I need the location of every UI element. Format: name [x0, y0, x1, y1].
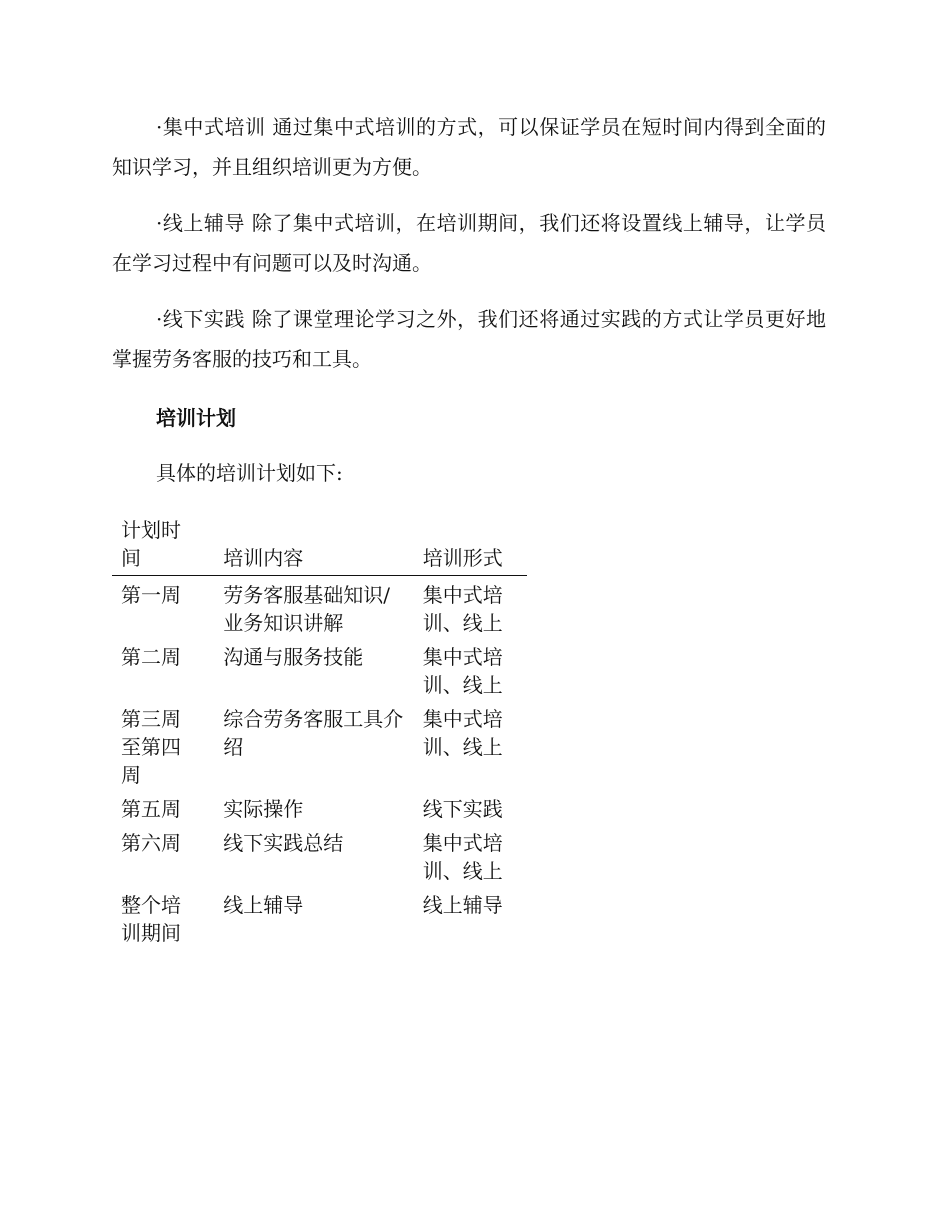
table-header-row [112, 512, 527, 576]
table-row [112, 888, 527, 950]
cell-content: 实际操作 [223, 797, 304, 821]
cell-time: 整个培训期间 [121, 893, 181, 945]
header-label-content: 培训内容 [223, 546, 304, 570]
table-row [112, 640, 527, 702]
paragraph-centralized-training: ·集中式培训 通过集中式培训的方式，可以保证学员在短时间内得到全面的知识学习，并且组织培训更为方便。 [112, 115, 826, 179]
cell-content: 综合劳务客服工具介绍 [223, 707, 404, 759]
header-cell-time [112, 512, 214, 576]
training-plan-table [112, 512, 527, 950]
cell-content: 沟通与服务技能 [223, 645, 364, 669]
section-heading: 培训计划 [156, 406, 236, 430]
table-row [112, 826, 527, 888]
cell-time: 第六周 [121, 831, 181, 855]
header-label-time: 计划时间 [121, 518, 181, 570]
cell-format: 集中式培训、线上 [422, 831, 503, 883]
header-label-format: 培训形式 [422, 546, 503, 570]
paragraph-online-tutoring: ·线上辅导 除了集中式培训，在培训期间，我们还将设置线上辅导，让学员在学习过程中有问题可以及时沟通。 [112, 211, 826, 275]
cell-format: 线下实践 [422, 797, 503, 821]
table-row [112, 702, 527, 792]
cell-time: 第一周 [121, 583, 181, 607]
cell-format: 集中式培训、线上 [422, 645, 503, 697]
cell-format: 集中式培训、线上 [422, 583, 503, 635]
cell-time: 第三周至第四周 [121, 707, 181, 787]
cell-format: 线上辅导 [422, 893, 503, 917]
intro-text: 具体的培训计划如下: [156, 461, 343, 485]
table-row [112, 576, 527, 641]
cell-format: 集中式培训、线上 [422, 707, 503, 759]
header-cell-content [214, 512, 413, 576]
cell-time: 第二周 [121, 645, 181, 669]
cell-content: 线下实践总结 [223, 831, 344, 855]
cell-content: 线上辅导 [223, 893, 304, 917]
paragraph-offline-practice: ·线下实践 除了课堂理论学习之外，我们还将通过实践的方式让学员更好地掌握劳务客服的技巧和工具。 [112, 307, 826, 371]
cell-time: 第五周 [121, 797, 181, 821]
table-row [112, 792, 527, 826]
header-cell-format [414, 512, 527, 576]
cell-content: 劳务客服基础知识/业务知识讲解 [223, 583, 390, 635]
